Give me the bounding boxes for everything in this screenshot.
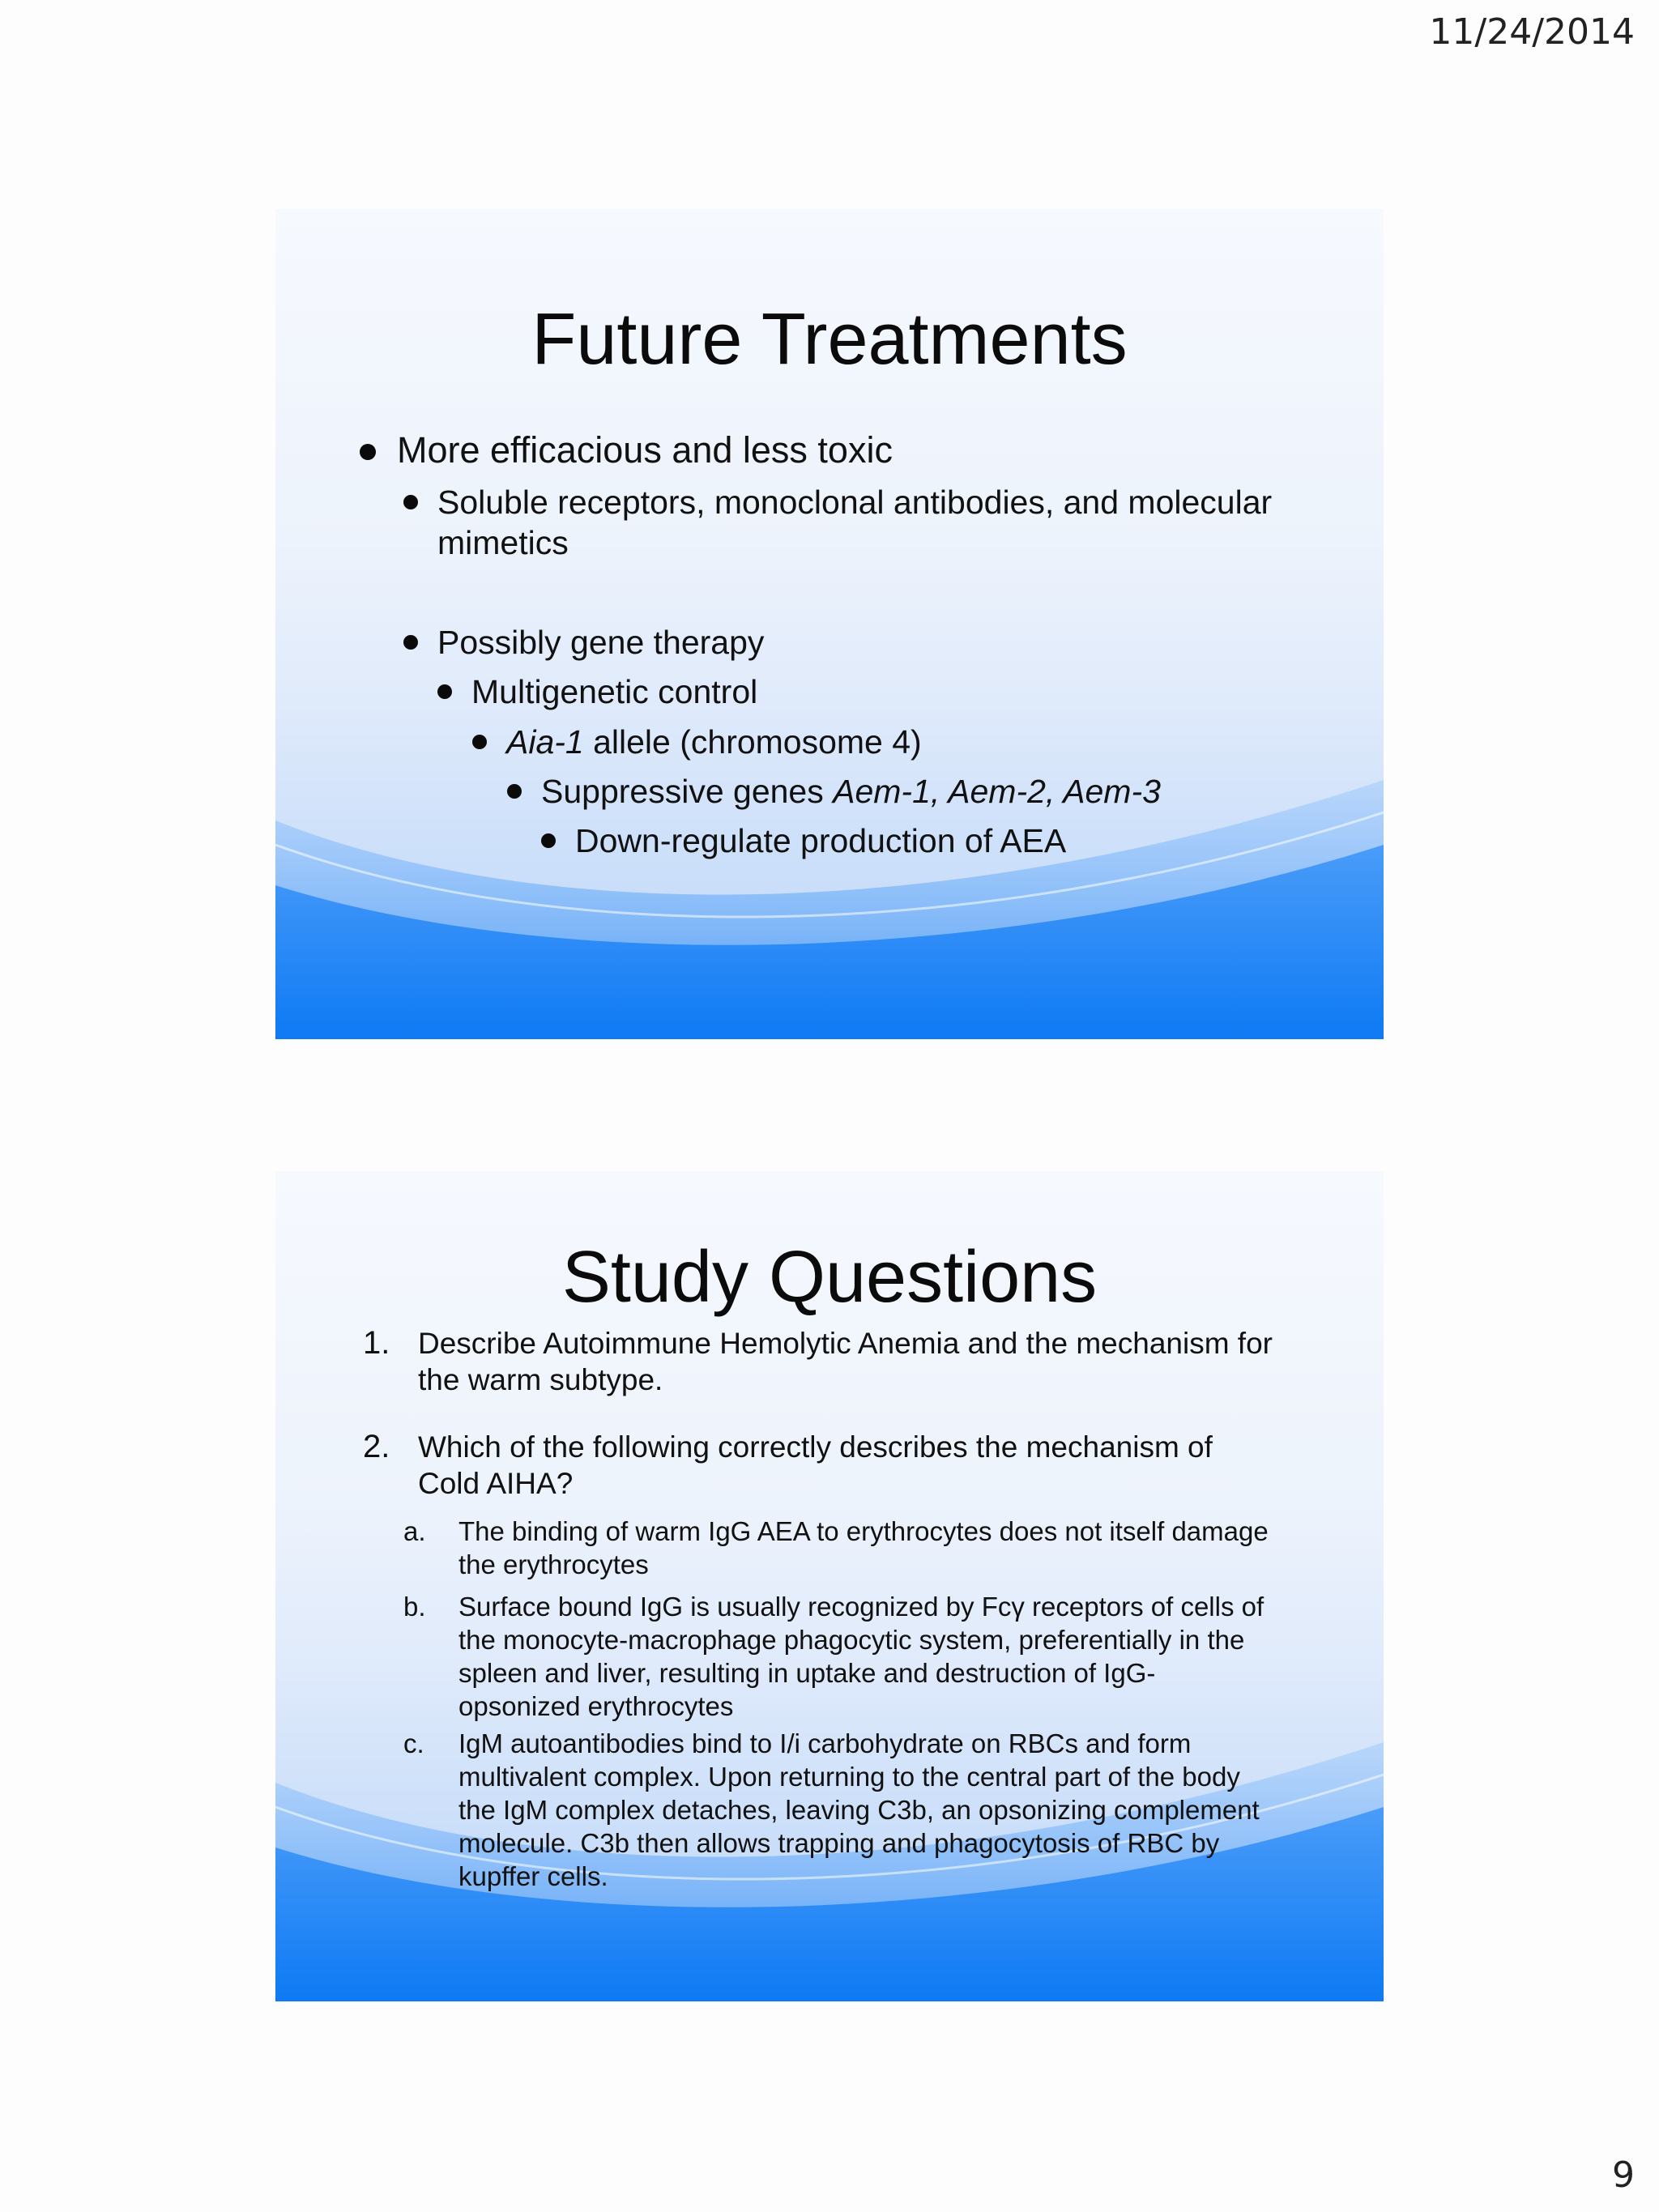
option-letter: c. [403, 1728, 424, 1758]
gene-name: Aia-1 [506, 723, 584, 761]
list-item [471, 671, 757, 712]
bullet-dot-icon [403, 635, 418, 650]
question-item [363, 1325, 1273, 1398]
answer-option-a [403, 1515, 1269, 1581]
question-text: Cold AIHA? [418, 1467, 574, 1500]
list-item [575, 820, 1066, 861]
bullet-text: allele (chromosome 4) [583, 723, 922, 761]
list-item [506, 722, 922, 762]
option-text: The binding of warm IgG AEA to erythrocytes does not itself damage [458, 1516, 1269, 1546]
bullet-text: mimetics [437, 524, 569, 561]
option-letter: a. [403, 1516, 426, 1546]
bullet-text: More efficacious and less toxic [397, 429, 893, 471]
answer-option-b [403, 1590, 1265, 1723]
option-text: opsonized erythrocytes [458, 1691, 734, 1721]
option-text: Surface bound IgG is usually recognized by Fcγ receptors of cells of [458, 1592, 1265, 1622]
slide-title: Study Questions [561, 1237, 1098, 1318]
bullet-text: Down-regulate production of AEA [575, 822, 1067, 859]
page-number: 9 [1612, 2154, 1635, 2196]
bullet-dot-icon [541, 833, 556, 848]
slide-title: Future Treatments [531, 299, 1128, 380]
question-text: Which of the following correctly describes the mechanism of [418, 1430, 1213, 1464]
slide-future-treatments [275, 209, 1384, 1039]
bullet-dot-icon [437, 684, 452, 699]
option-text: the IgM complex detaches, leaving C3b, an opsonizing complement [458, 1795, 1260, 1825]
question-number: 1. [363, 1325, 390, 1361]
list-item [541, 771, 1161, 812]
bullet-text: Soluble receptors, monoclonal antibodies, and molecular [437, 484, 1273, 521]
bullet-text: Multigenetic control [471, 673, 758, 710]
bullet-dot-icon [360, 444, 376, 460]
question-text: Describe Autoimmune Hemolytic Anemia and the mechanism for [418, 1327, 1273, 1360]
bullet-dot-icon [507, 784, 522, 799]
option-text: molecule. C3b then allows trapping and phagocytosis of RBC by [458, 1828, 1220, 1858]
option-text: IgM autoantibodies bind to I/i carbohydrate on RBCs and form [458, 1728, 1192, 1758]
bullet-dot-icon [472, 735, 487, 749]
list-item [437, 622, 764, 663]
bullet-text: Suppressive genes [541, 773, 834, 810]
gene-names: Aem-1, Aem-2, Aem-3 [833, 773, 1161, 810]
question-number: 2. [363, 1429, 390, 1464]
option-text: kupffer cells. [458, 1861, 608, 1891]
bullet-dot-icon [403, 495, 418, 509]
page-date: 11/24/2014 [1429, 11, 1635, 53]
slide-study-questions [275, 1171, 1384, 2001]
option-letter: b. [403, 1592, 426, 1622]
option-text: spleen and liver, resulting in uptake and destruction of IgG- [458, 1658, 1156, 1688]
question-text: the warm subtype. [418, 1363, 663, 1396]
list-item [397, 429, 893, 471]
question-item [363, 1429, 1213, 1502]
answer-option-c [403, 1727, 1260, 1893]
option-text: multivalent complex. Upon returning to the central part of the body [458, 1762, 1240, 1792]
option-text: the erythrocytes [458, 1549, 649, 1579]
list-item [437, 482, 1272, 563]
option-text: the monocyte-macrophage phagocytic system, preferentially in the [458, 1625, 1245, 1655]
bullet-text: Possibly gene therapy [437, 624, 765, 661]
